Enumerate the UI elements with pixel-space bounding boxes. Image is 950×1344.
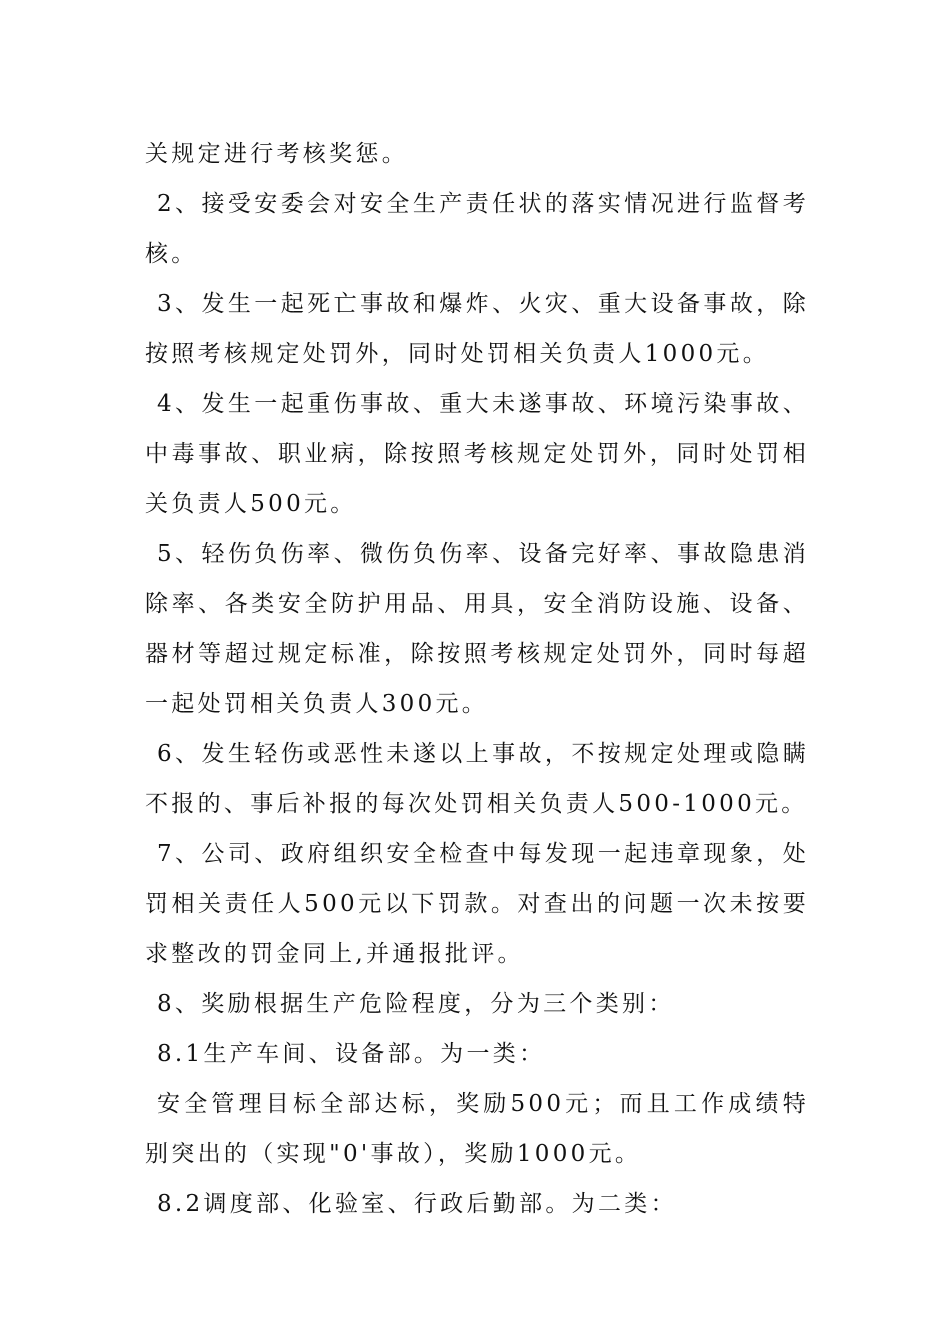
document-body	[145, 129, 809, 1229]
paragraph-item-7: 7、公司、政府组织安全检查中每发现一起违章现象，处罚相关责任人500元以下罚款。对查出的问题一次未按要求整改的罚金同上,并通报批评。	[145, 841, 809, 967]
paragraph-continuation: 关规定进行考核奖惩。	[145, 141, 408, 167]
paragraph-item-8-2: 8.2调度部、化验室、行政后勤部。为二类：	[157, 1191, 677, 1217]
paragraph-item-5: 5、轻伤负伤率、微伤负伤率、设备完好率、事故隐患消除率、各类安全防护用品、用具，安全消防设施、设备、器材等超过规定标准，除按照考核规定处罚外，同时每超一起处罚相关负责人300元。	[145, 541, 809, 717]
paragraph-item-6: 6、发生轻伤或恶性未遂以上事故，不按规定处理或隐瞒不报的、事后补报的每次处罚相关负责人500-1000元。	[145, 741, 809, 817]
paragraph-item-3: 3、发生一起死亡事故和爆炸、火灾、重大设备事故，除按照考核规定处罚外，同时处罚相关负责人1000元。	[145, 291, 809, 367]
paragraph-item-4: 4、发生一起重伤事故、重大未遂事故、环境污染事故、中毒事故、职业病，除按照考核规定处罚外，同时处罚相关负责人500元。	[145, 391, 809, 517]
paragraph-item-2: 2、接受安委会对安全生产责任状的落实情况进行监督考核。	[145, 191, 809, 267]
paragraph-item-8-1: 8.1生产车间、设备部。为一类：	[157, 1041, 546, 1067]
paragraph-reward-detail: 安全管理目标全部达标，奖励500元；而且工作成绩特别突出的（实现"0'事故），奖励1000元。	[145, 1091, 809, 1167]
paragraph-item-8: 8、奖励根据生产危险程度，分为三个类别：	[157, 991, 675, 1017]
